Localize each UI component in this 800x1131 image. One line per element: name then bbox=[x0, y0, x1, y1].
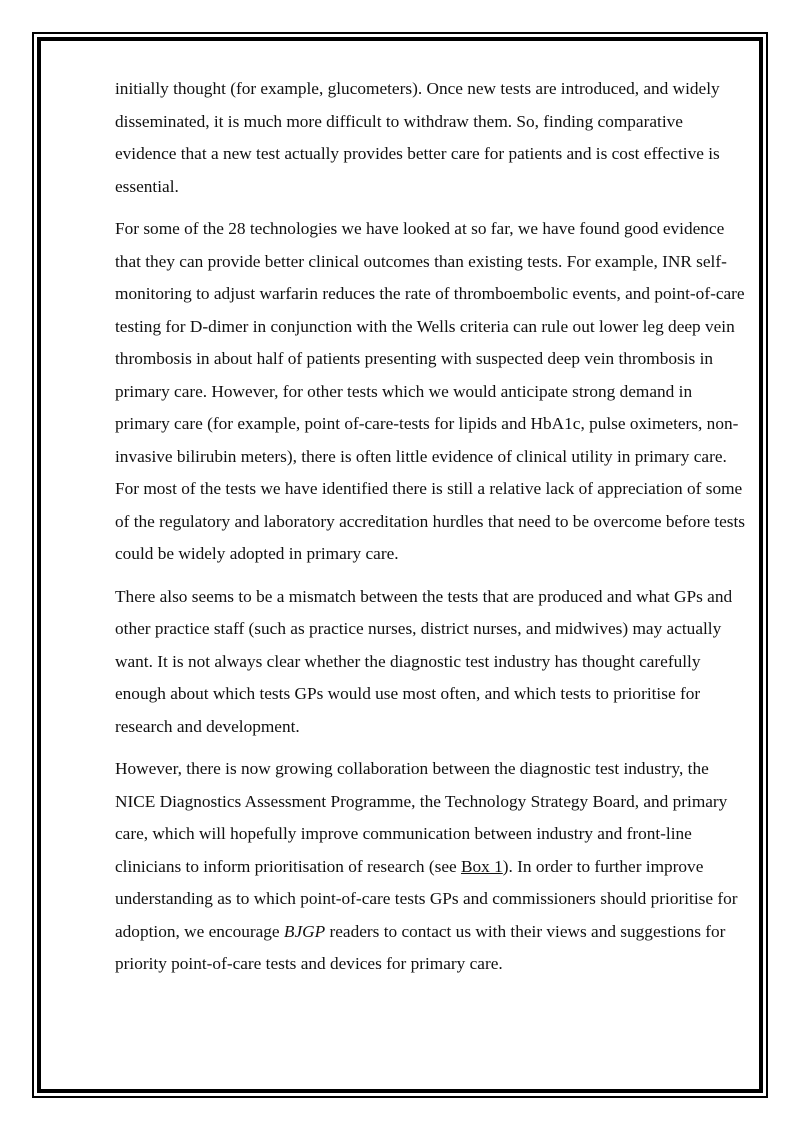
paragraph-4 bbox=[115, 753, 747, 981]
paragraph-4-text-start: However, there is now growing collaboration between the diagnostic test industry, the NICE Diagnostics Assessment Programme, the Technology Strategy Board, and primary care, which will hopefully improve communication between industry and front-line clinicians to inform prioritisation of research (see bbox=[115, 759, 728, 876]
paragraph-1: initially thought (for example, glucometers). Once new tests are introduced, and widely disseminated, it is much more difficult to withdraw them. So, finding comparative evidence that a new test actually provides better care for patients and is cost effective is essential. bbox=[115, 79, 720, 196]
paragraph-3: There also seems to be a mismatch between the tests that are produced and what GPs and other practice staff (such as practice nurses, district nurses, and midwives) may actually want. It is not always clear whether the diagnostic test industry has thought carefully enough about which tests GPs would use most often, and which tests to prioritise for research and development. bbox=[115, 586, 733, 736]
journal-name: BJGP bbox=[283, 921, 326, 941]
box-1-link[interactable]: Box 1 bbox=[461, 856, 503, 876]
paragraph-2: For some of the 28 technologies we have looked at so far, we have found good evidence that they can provide better clinical outcomes than existing tests. For example, INR self-monitoring to adjust warfarin reduces the rate of thromboembolic events, and point-of-care testing for D-dimer in conjunction with the Wells criteria can rule out lower leg deep vein thrombosis in about half of patients presenting with suspected deep vein thrombosis in primary care. However, for other tests which we would anticipate strong demand in primary care (for example, point of-care-tests for lipids and HbA1c, pulse oximeters, non-invasive bilirubin meters), there is often little evidence of clinical utility in primary care. For most of the tests we have identified there is still a relative lack of appreciation of some of the regulatory and laboratory accreditation hurdles that need to be overcome before tests could be widely adopted in primary care. bbox=[115, 219, 746, 563]
paragraph-4-text-middle: ). In order to further improve understanding as to which point-of-care tests GPs and commissioners should prioritise for adoption, we encourage bbox=[115, 856, 738, 941]
article-body bbox=[115, 73, 747, 991]
paragraph-4-text-end: readers to contact us with their views and suggestions for priority point-of-care tests and devices for primary care. bbox=[115, 921, 726, 973]
